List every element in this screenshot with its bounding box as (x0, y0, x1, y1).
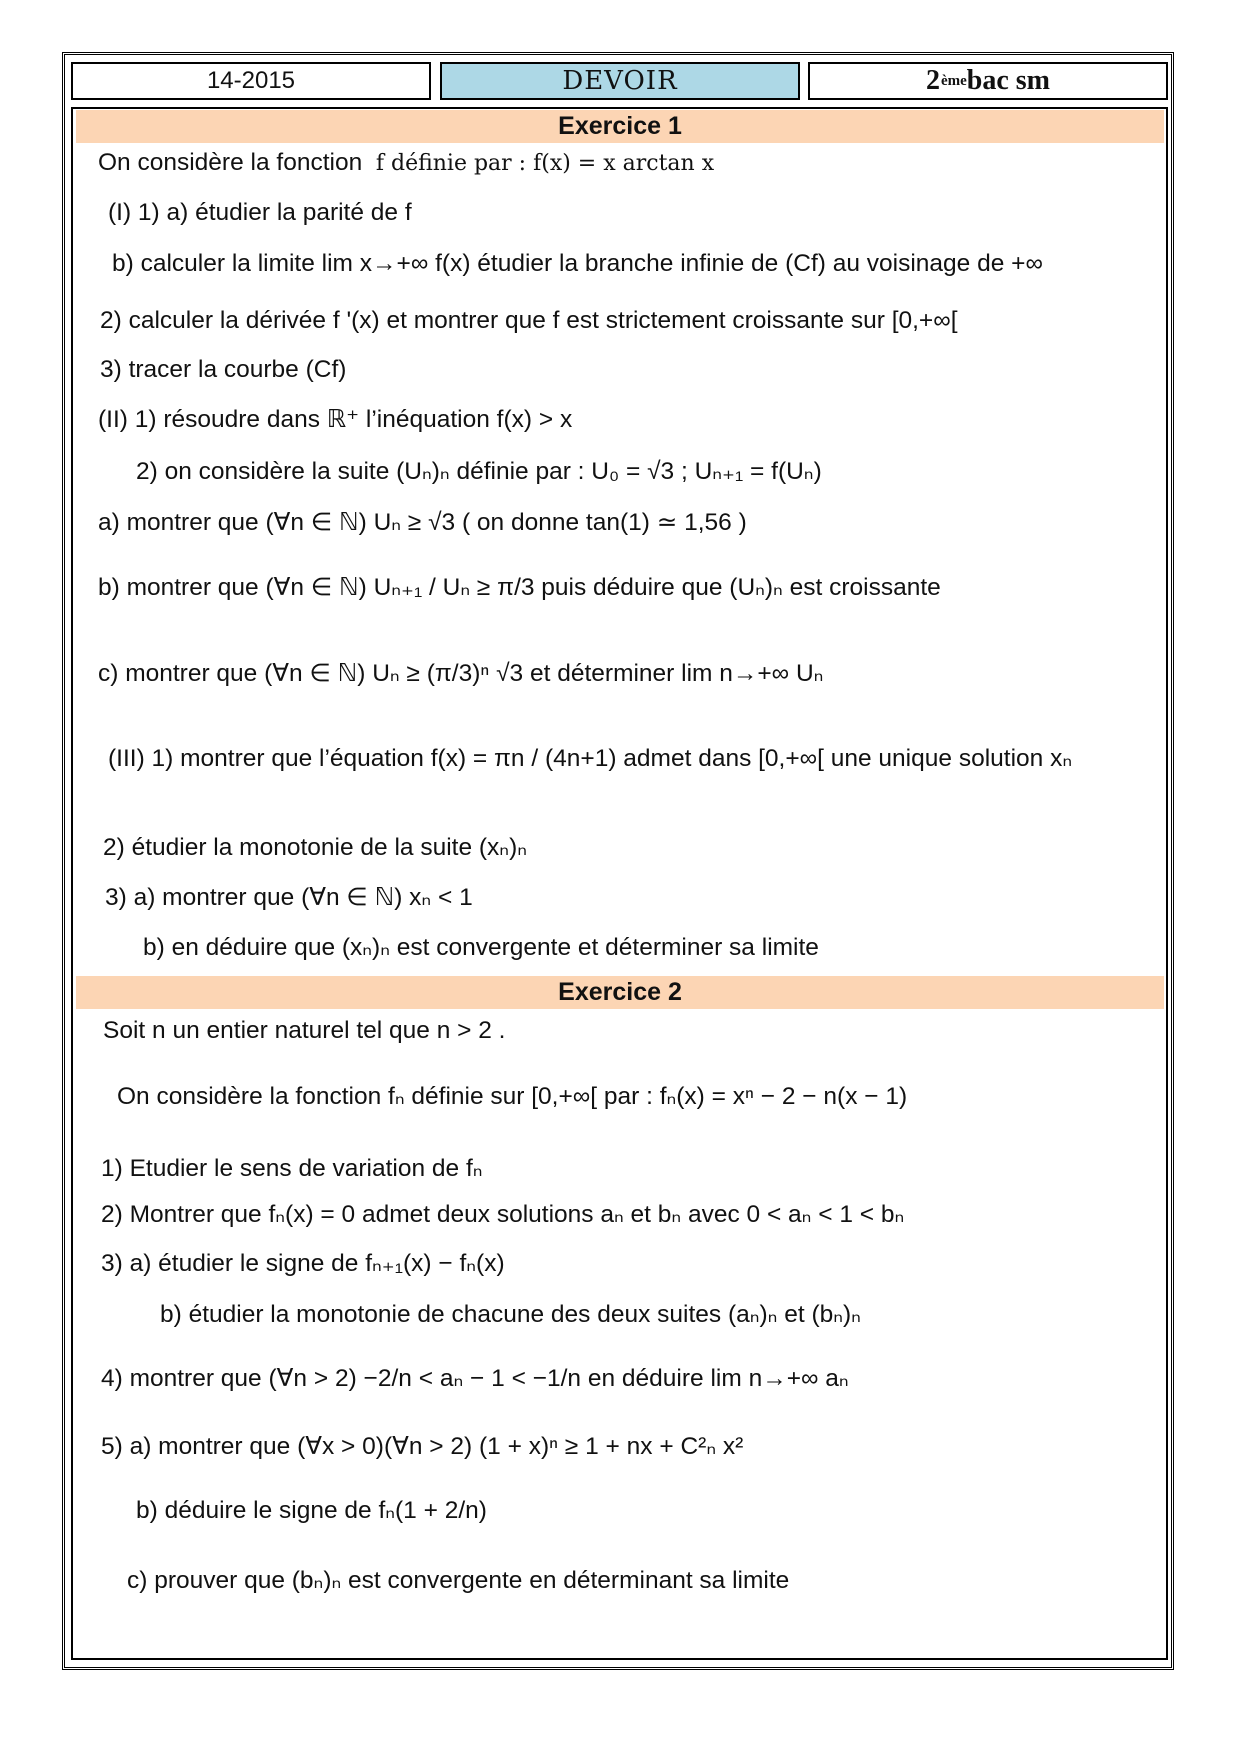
ex2-line-4: 3) a) étudier le signe de fₙ₊₁(x) − fₙ(x) (101, 1250, 505, 1277)
class-level-number: 2 (925, 65, 940, 96)
exercise-1-title: Exercice 1 (76, 110, 1164, 143)
ex1-line-4: 3) tracer la courbe (Cf) (100, 356, 347, 383)
ex1-line-10: (III) 1) montrer que l’équation f(x) = πn / (4n+1) admet dans [0,+∞[ une unique solution xₙ (108, 745, 1073, 772)
ex2-line-3: 2) Montrer que fₙ(x) = 0 admet deux solutions aₙ et bₙ avec 0 < aₙ < 1 < bₙ (101, 1201, 905, 1228)
class-level-sup: ème (940, 72, 967, 89)
class-level-rest: bac sm (966, 65, 1051, 96)
exercise-2-title: Exercice 2 (76, 976, 1164, 1009)
ex2-line-8: b) déduire le signe de fₙ(1 + 2/n) (136, 1497, 487, 1524)
ex1-line-11: 2) étudier la monotonie de la suite (xₙ)ₙ (103, 834, 527, 861)
ex1-line-6: 2) on considère la suite (Uₙ)ₙ définie par : U₀ = √3 ; Uₙ₊₁ = f(Uₙ) (136, 458, 822, 485)
ex2-line-5: b) étudier la monotonie de chacune des deux suites (aₙ)ₙ et (bₙ)ₙ (160, 1301, 861, 1328)
ex1-line-9: c) montrer que (∀n ∈ ℕ) Uₙ ≥ (π/3)ⁿ √3 et déterminer lim n→+∞ Uₙ (98, 660, 824, 687)
ex2-line-6: 4) montrer que (∀n > 2) −2/n < aₙ − 1 < −1/n en déduire lim n→+∞ aₙ (101, 1365, 849, 1392)
ex2-line-0: Soit n un entier naturel tel que n > 2 . (103, 1017, 506, 1044)
ex2-line-9: c) prouver que (bₙ)ₙ est convergente en déterminant sa limite (127, 1567, 790, 1594)
ex2-line-1: On considère la fonction fₙ définie sur [0,+∞[ par : fₙ(x) = xⁿ − 2 − n(x − 1) (117, 1083, 908, 1110)
ex2-line-7: 5) a) montrer que (∀x > 0)(∀n > 2) (1 + x)ⁿ ≥ 1 + nx + C²ₙ x² (101, 1433, 744, 1460)
ex1-line-1: (I) 1) a) étudier la parité de f (108, 199, 412, 226)
ex1-line-2: b) calculer la limite lim x→+∞ f(x) étudier la branche infinie de (Cf) au voisinage de +∞ (112, 250, 1043, 277)
ex1-line-5: (II) 1) résoudre dans ℝ⁺ l’inéquation f(x) > x (98, 406, 573, 433)
ex1-line-8: b) montrer que (∀n ∈ ℕ) Uₙ₊₁ / Uₙ ≥ π/3 puis déduire que (Uₙ)ₙ est croissante (98, 574, 941, 601)
ex1-line-0-math: f définie par : f(x) = x arctan x (375, 151, 715, 176)
ex2-line-2: 1) Etudier le sens de variation de fₙ (101, 1155, 483, 1182)
ex1-line-3: 2) calculer la dérivée f '(x) et montrer que f est strictement croissante sur [0,+∞[ (100, 307, 958, 334)
ex1-line-0-text: On considère la fonction (98, 149, 363, 176)
ex1-line-7: a) montrer que (∀n ∈ ℕ) Uₙ ≥ √3 ( on donne tan(1) ≃ 1,56 ) (98, 509, 747, 536)
ex1-line-12: 3) a) montrer que (∀n ∈ ℕ) xₙ < 1 (105, 884, 473, 911)
class-level (808, 62, 1168, 100)
ex1-line-0 (98, 148, 714, 179)
document-title: DEVOIR (440, 62, 800, 100)
school-year: 14-2015 (71, 62, 431, 100)
ex1-line-13: b) en déduire que (xₙ)ₙ est convergente et déterminer sa limite (143, 934, 819, 961)
